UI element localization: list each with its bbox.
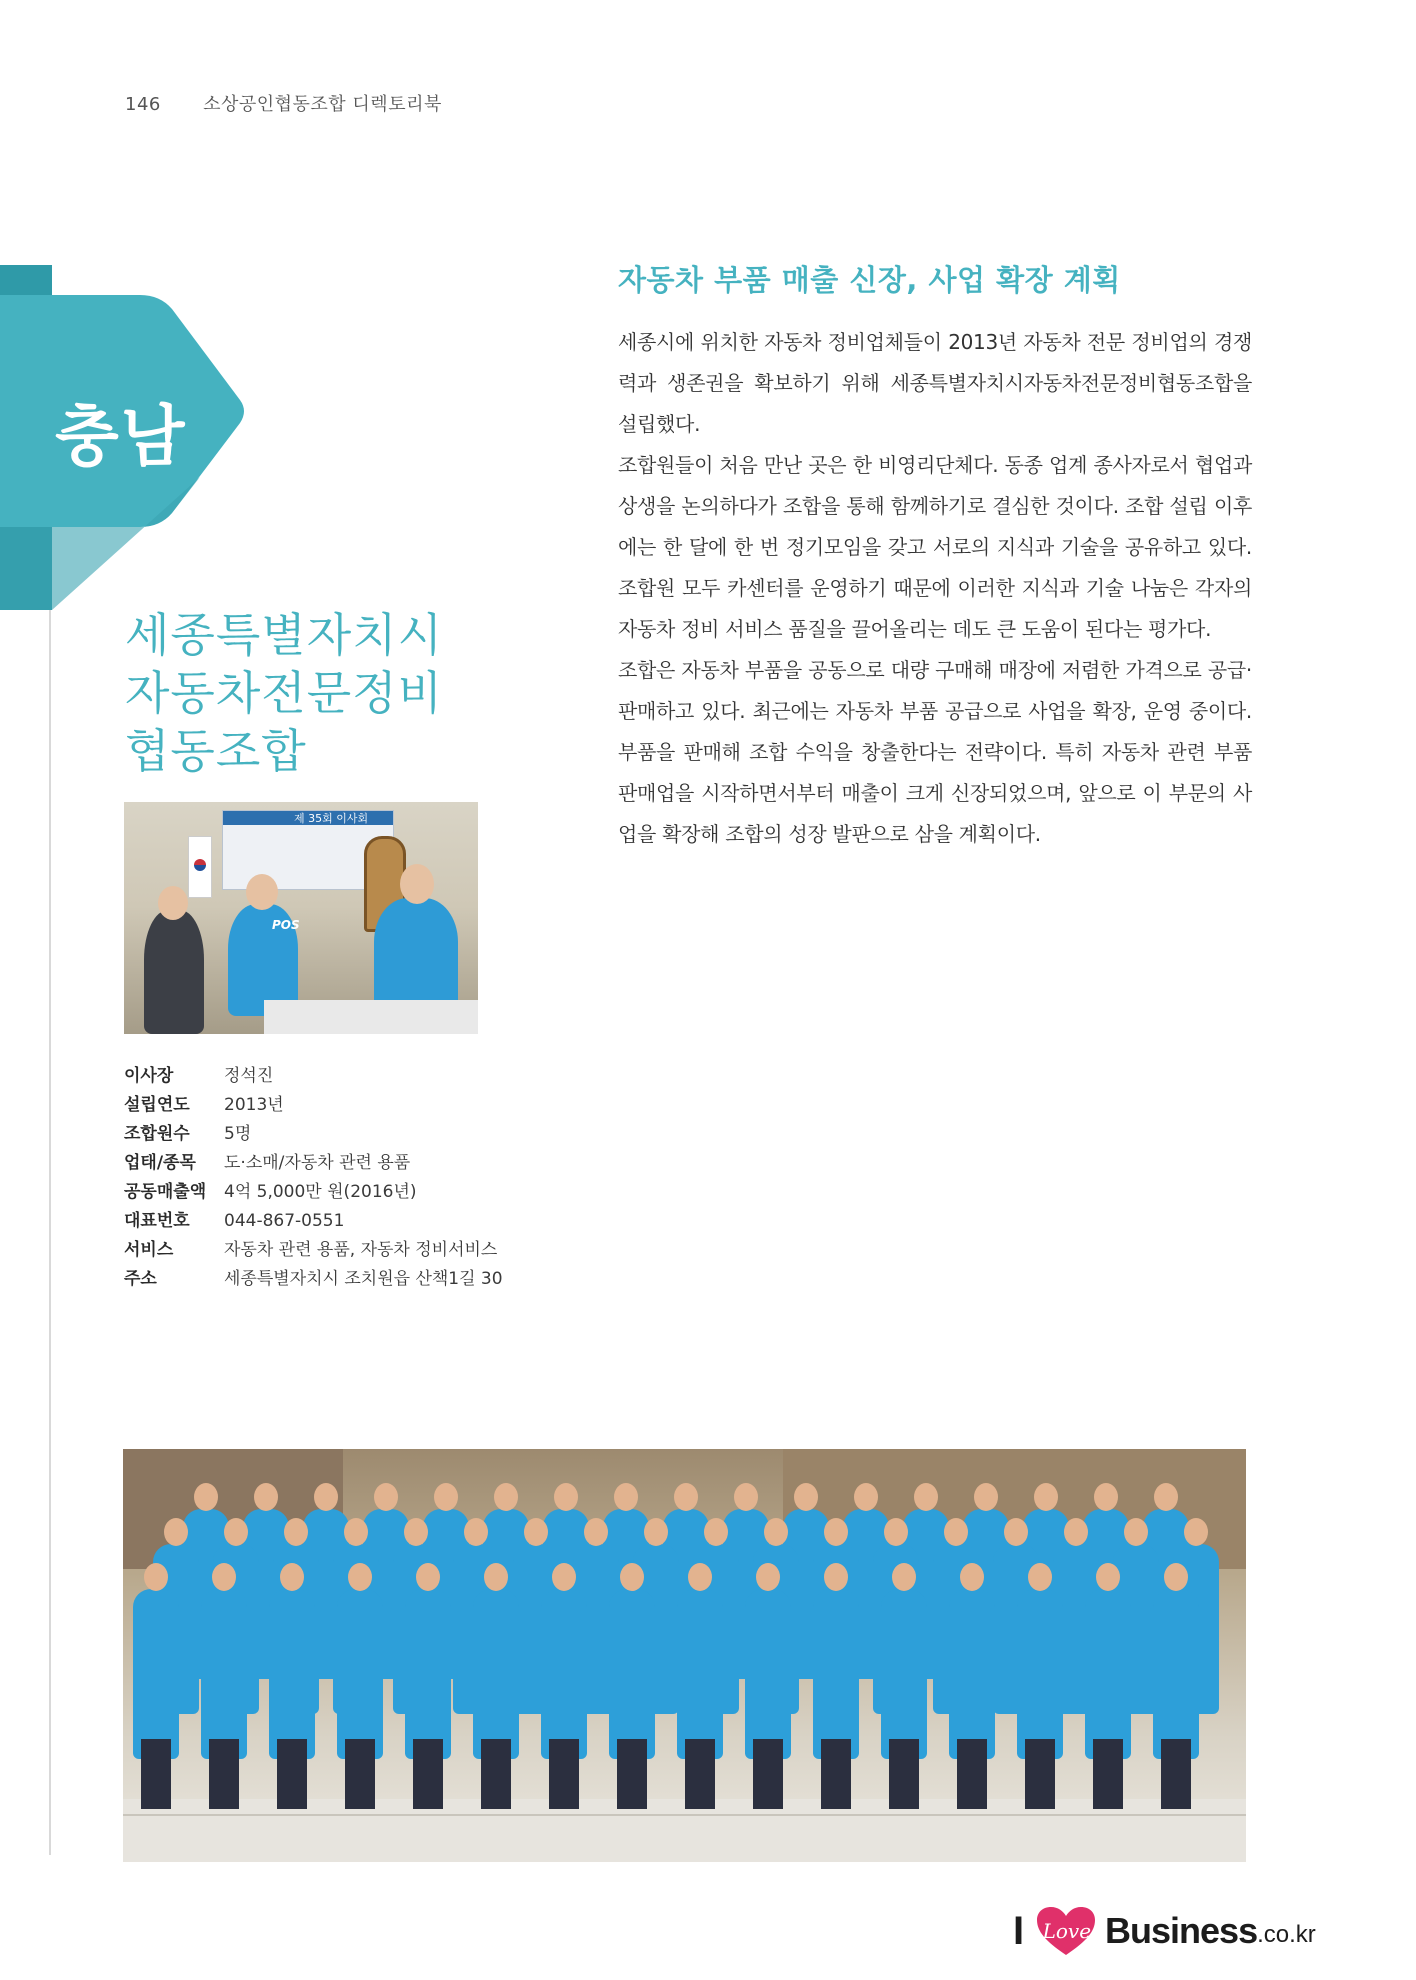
organization-name-line: 세종특별자치시 bbox=[125, 608, 444, 662]
group-member-head bbox=[434, 1483, 458, 1511]
info-label: 설립연도 bbox=[124, 1095, 190, 1115]
group-member-head bbox=[464, 1518, 488, 1546]
group-member-head bbox=[1154, 1483, 1178, 1511]
group-member-head bbox=[756, 1563, 780, 1591]
info-label: 이사장 bbox=[124, 1066, 174, 1086]
table bbox=[264, 1000, 478, 1034]
group-member-head bbox=[824, 1518, 848, 1546]
info-value: 4억 5,000만 원(2016년) bbox=[224, 1182, 417, 1202]
group-member-legs bbox=[277, 1739, 307, 1809]
group-member-legs bbox=[889, 1739, 919, 1809]
footer-logo bbox=[1013, 1905, 1316, 1953]
info-value: 자동차 관련 용품, 자동차 정비서비스 bbox=[224, 1240, 498, 1260]
board-meeting-photo bbox=[124, 802, 478, 1034]
group-member-head bbox=[224, 1518, 248, 1546]
group-member-legs bbox=[1093, 1739, 1123, 1809]
group-member-head bbox=[416, 1563, 440, 1591]
group-member-head bbox=[1064, 1518, 1088, 1546]
info-value: 044-867-0551 bbox=[224, 1211, 345, 1231]
person-right bbox=[374, 898, 458, 1008]
group-member-head bbox=[960, 1563, 984, 1591]
group-member-head bbox=[348, 1563, 372, 1591]
group-member-head bbox=[280, 1563, 304, 1591]
group-member bbox=[609, 1589, 655, 1759]
info-row bbox=[124, 1120, 503, 1149]
group-member-legs bbox=[821, 1739, 851, 1809]
group-member-head bbox=[734, 1483, 758, 1511]
info-row bbox=[124, 1265, 503, 1294]
group-member-head bbox=[284, 1518, 308, 1546]
organization-name-line: 자동차전문정비 bbox=[125, 666, 444, 720]
group-member-head bbox=[1164, 1563, 1188, 1591]
group-member-head bbox=[1004, 1518, 1028, 1546]
page-header bbox=[125, 90, 442, 116]
group-member-legs bbox=[209, 1739, 239, 1809]
floor-line bbox=[123, 1814, 1246, 1816]
group-member-legs bbox=[549, 1739, 579, 1809]
group-member-head bbox=[688, 1563, 712, 1591]
group-member bbox=[541, 1589, 587, 1759]
group-member-legs bbox=[413, 1739, 443, 1809]
group-member-legs bbox=[1025, 1739, 1055, 1809]
group-member bbox=[881, 1589, 927, 1759]
info-value: 정석진 bbox=[224, 1066, 274, 1086]
info-label: 주소 bbox=[124, 1269, 157, 1289]
region-tab bbox=[0, 265, 250, 610]
group-member-legs bbox=[481, 1739, 511, 1809]
info-label: 조합원수 bbox=[124, 1124, 190, 1144]
group-member bbox=[337, 1589, 383, 1759]
group-member-legs bbox=[141, 1739, 171, 1809]
group-member-head bbox=[1028, 1563, 1052, 1591]
group-member bbox=[1017, 1589, 1063, 1759]
info-row bbox=[124, 1062, 503, 1091]
group-member-head bbox=[614, 1483, 638, 1511]
person-woman bbox=[144, 910, 204, 1034]
group-member-legs bbox=[957, 1739, 987, 1809]
group-member-head bbox=[212, 1563, 236, 1591]
info-label: 서비스 bbox=[124, 1240, 174, 1260]
organization-name bbox=[125, 606, 525, 780]
info-value: 2013년 bbox=[224, 1095, 284, 1115]
group-member-head bbox=[824, 1563, 848, 1591]
group-member-head bbox=[484, 1563, 508, 1591]
group-member-head bbox=[620, 1563, 644, 1591]
person-head bbox=[400, 864, 434, 904]
group-photo bbox=[123, 1449, 1246, 1862]
group-member-head bbox=[1096, 1563, 1120, 1591]
article-title: 자동차 부품 매출 신장, 사업 확장 계획 bbox=[618, 263, 1121, 297]
group-member bbox=[405, 1589, 451, 1759]
group-member bbox=[201, 1589, 247, 1759]
group-member-head bbox=[914, 1483, 938, 1511]
group-member-head bbox=[194, 1483, 218, 1511]
group-member-head bbox=[344, 1518, 368, 1546]
group-member-head bbox=[704, 1518, 728, 1546]
group-member-head bbox=[554, 1483, 578, 1511]
group-member bbox=[813, 1589, 859, 1759]
banner-text: 제 35회 이사회 bbox=[294, 812, 369, 825]
region-label: 충남 bbox=[55, 398, 187, 475]
page-number: 146 bbox=[125, 94, 161, 115]
info-label: 업태/종목 bbox=[124, 1153, 196, 1173]
group-member-head bbox=[584, 1518, 608, 1546]
group-member-legs bbox=[1161, 1739, 1191, 1809]
info-row bbox=[124, 1207, 503, 1236]
group-member bbox=[1153, 1589, 1199, 1759]
article-paragraph: 세종시에 위치한 자동차 정비업체들이 2013년 자동차 전문 정비업의 경쟁력과 생존권을 확보하기 위해 세종특별자치시자동차전문정비협동조합을 설립했다. bbox=[618, 330, 1252, 436]
logo-business: Business bbox=[1105, 1910, 1258, 1951]
group-member-head bbox=[1124, 1518, 1148, 1546]
group-member-head bbox=[144, 1563, 168, 1591]
info-row bbox=[124, 1091, 503, 1120]
group-member-head bbox=[794, 1483, 818, 1511]
info-row bbox=[124, 1178, 503, 1207]
logo-i: I bbox=[1013, 1908, 1025, 1953]
group-member-head bbox=[892, 1563, 916, 1591]
group-member-head bbox=[494, 1483, 518, 1511]
logo-love: Love bbox=[1042, 1919, 1092, 1943]
organization-info bbox=[124, 1062, 503, 1294]
group-member-legs bbox=[685, 1739, 715, 1809]
group-member-head bbox=[404, 1518, 428, 1546]
info-row bbox=[124, 1149, 503, 1178]
flag-icon bbox=[188, 836, 212, 898]
group-member-head bbox=[764, 1518, 788, 1546]
info-row bbox=[124, 1236, 503, 1265]
photo-sign-text: POS bbox=[272, 918, 300, 932]
person-head bbox=[158, 886, 188, 920]
group-member-legs bbox=[345, 1739, 375, 1809]
group-member-head bbox=[944, 1518, 968, 1546]
info-value: 세종특별자치시 조치원읍 산책1길 30 bbox=[224, 1269, 503, 1289]
info-label: 대표번호 bbox=[124, 1211, 190, 1231]
group-member bbox=[133, 1589, 179, 1759]
group-member bbox=[269, 1589, 315, 1759]
logo-domain: .co.kr bbox=[1257, 1921, 1316, 1948]
group-member bbox=[745, 1589, 791, 1759]
group-member bbox=[677, 1589, 723, 1759]
info-value: 5명 bbox=[224, 1124, 252, 1144]
group-member-head bbox=[314, 1483, 338, 1511]
group-member-legs bbox=[617, 1739, 647, 1809]
group-member-head bbox=[552, 1563, 576, 1591]
group-member-legs bbox=[753, 1739, 783, 1809]
group-member-head bbox=[884, 1518, 908, 1546]
group-member bbox=[949, 1589, 995, 1759]
book-title: 소상공인협동조합 디렉토리북 bbox=[203, 94, 442, 115]
side-divider bbox=[49, 610, 51, 1855]
group-member-head bbox=[164, 1518, 188, 1546]
info-value: 도·소매/자동차 관련 용품 bbox=[224, 1153, 411, 1173]
group-member-head bbox=[674, 1483, 698, 1511]
heart-icon bbox=[1035, 1905, 1097, 1957]
group-member-head bbox=[1094, 1483, 1118, 1511]
person-head bbox=[246, 874, 278, 910]
group-member-head bbox=[854, 1483, 878, 1511]
article-paragraph: 조합은 자동차 부품을 공동으로 대량 구매해 매장에 저렴한 가격으로 공급·판매하고 있다. 최근에는 자동차 부품 공급으로 사업을 확장, 운영 중이다. 부품을 판매해 조합 수익을 창출한다는 전략이다. 특히 자동차 관련 부품 판매업을 시작하면서부터 매출이 크게 신장되었으며, 앞으로 이 부문의 사업을 확장해 조합의 성장 발판으로 삼을 계획이다. bbox=[618, 658, 1252, 846]
group-member-head bbox=[1034, 1483, 1058, 1511]
article-paragraph: 조합원들이 처음 만난 곳은 한 비영리단체다. 동종 업계 종사자로서 협업과 상생을 논의하다가 조합을 통해 함께하기로 결심한 것이다. 조합 설립 이후에는 한 달에 한 번 정기모임을 갖고 서로의 지식과 기술을 공유하고 있다. 조합원 모두 카센터를 운영하기 때문에 이러한 지식과 기술 나눔은 각자의 자동차 정비 서비스 품질을 끌어올리는 데도 큰 도움이 된다는 평가다. bbox=[618, 453, 1252, 641]
group-member-head bbox=[974, 1483, 998, 1511]
group-member-head bbox=[524, 1518, 548, 1546]
group-member bbox=[1085, 1589, 1131, 1759]
group-member-head bbox=[374, 1483, 398, 1511]
group-member-head bbox=[1184, 1518, 1208, 1546]
group-member-head bbox=[644, 1518, 668, 1546]
group-member bbox=[473, 1589, 519, 1759]
organization-name-line: 협동조합 bbox=[125, 724, 307, 778]
info-label: 공동매출액 bbox=[124, 1182, 207, 1202]
group-member-head bbox=[254, 1483, 278, 1511]
article-body bbox=[618, 322, 1252, 855]
